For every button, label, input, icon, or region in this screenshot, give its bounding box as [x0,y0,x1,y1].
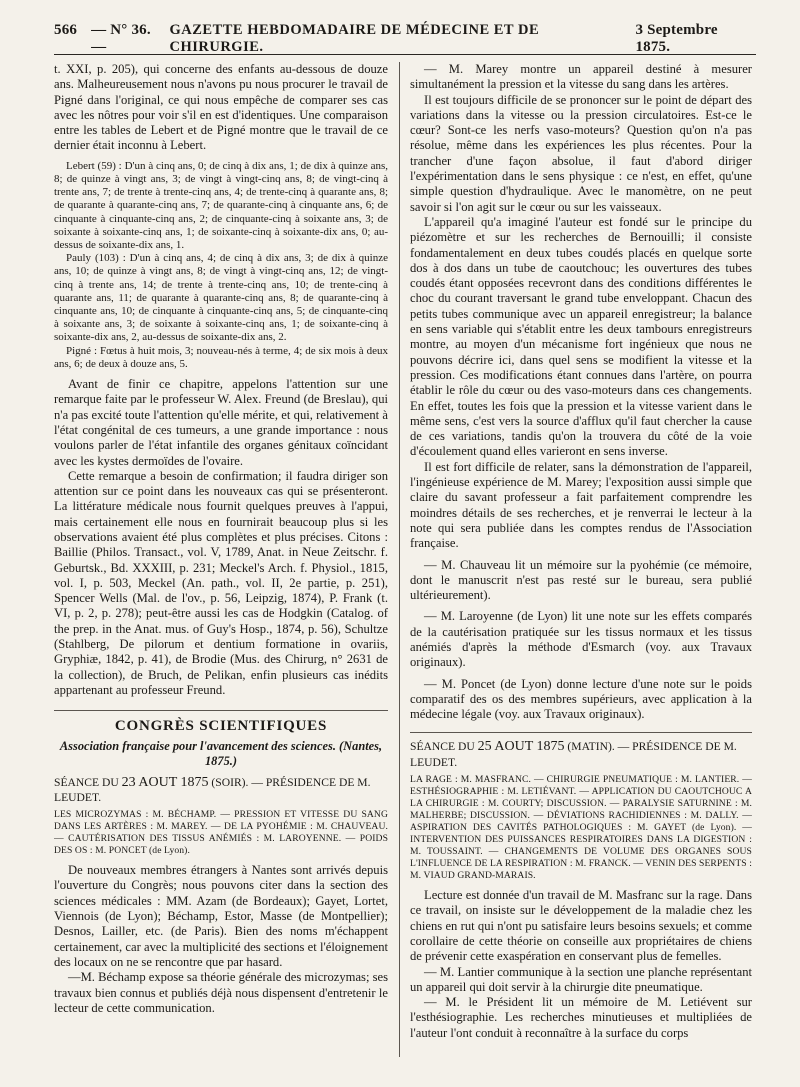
session-date: 23 AOUT 1875 [121,774,209,790]
journal-title: GAZETTE HEBDOMADAIRE DE MÉDECINE ET DE CHIRURGIE. [169,22,540,55]
pauly-table: Pauly (103) : D'un à cinq ans, 4; de cinq à dix ans, 3; de dix à quinze ans, 10; de quinze à vingt ans, 8; de vingt à vingt-cinq ans, 12; de vingt-cinq à trente ans, 14; de trente à trente-cinq ans, 10; de trente-cinq à quarante ans, 11; de quarante à quarante-cinq ans, 8; de quarante-cinq à cinquante ans, 10; de cinquante à cinquante-cinq ans, 5; de cinquante-cinq à soixante ans, 3; de soixante à soixante-cinq ans, 1; de soixante-cinq à soixante-dix ans, 2, au-dessus de soixante-dix ans, 2. [54,252,388,344]
session-summary: LA RAGE : M. MASFRANC. — CHIRURGIE PNEUMATIQUE : M. LANTIER. — ESTHÉSIOGRAPHIE : M. LETIÉVANT. — APPLICATION DU CAOUTCHOUC A LA CHIRURGIE : M. COURTY; DISCUSSION. — PARALYSIE SATURNINE : M. MALHERBE; DISCUSSION. — DÉVIATIONS RACHIDIENNES : M. DALLY. — ASPIRATION DES CAVITÉS PATHOLOGIQUES : M. GAYET (de Lyon). — INTERVENTION DES PUISSANCES RESPIRATOIRES DANS LA DIGESTION : M. TOUSSAINT. — CHANGEMENTS DE VOLUME DES ORGANES SOUS L'INFLUENCE DE LA RESPIRATION : M. FRANCK. — VENIN DES SERPENTS : M. VIAUD GRAND-MARAIS. [410,774,752,882]
session-heading [410,739,752,770]
paragraph: — M. Laroyenne (de Lyon) lit une note sur les effets comparés de la cautérisation pratiquée sur les tissus normaux et les tissus anémiés d'après la méthode d'Esmarch (voy. aux Travaux originaux). [410,609,752,670]
session-presidency: (MATIN). — PRÉSIDENCE DE M. LEUDET. [410,740,737,769]
session-prefix: SÉANCE DU [54,775,119,789]
paragraph: Cette remarque a besoin de confirmation; il faudra diriger son attention sur ce point dans les nouveaux cas qui se présenteront. La littérature médicale nous fournit quelques preuves à l'appui, mais certainement elle nous en fournirait beaucoup plus si les observations avaient été plus complètes et plus précises. Citons : Baillie (Philos. Transact., vol. V, 1789, Anat. in Neue Zeitschr. f. Geburtsk., Bd. XXXIII, p. 231; Meckel's Arch. f. Physiol., 1815, vol. I, p. 503, Meckel (An. path., vol. II, 2e partie, p. 251), Spencer Wells (Mal. de l'ov., p. 56, Leipzig, 1874), P. Frank (t. VI, p. 2, p. 278); peut-être aussi les cas de Hodgkin (Catalog. of the prep. in the Anat. mus. of Guy's Hosp., 1874, p. 56), Schultze (Stahlberg, De pilorum et dentium formatione in ovariis, Gryphiæ, 1842, p. 41), de Brodie (Mus. des Chirurg, n° 2631 de la collection), de Bruch, de Pelikan, enfin plusieurs cas inédits appartenant au professeur Freund. [54,468,388,697]
paragraph: — M. Poncet (de Lyon) donne lecture d'une note sur le poids comparatif des os des membres supérieurs, avec application à la médecine légale (voy. aux Travaux originaux). [410,676,752,722]
session-prefix: SÉANCE DU [410,740,475,754]
lebert-table: Lebert (59) : D'un à cinq ans, 0; de cinq à dix ans, 1; de dix à quinze ans, 8; de quinze à vingt ans, 3; de vingt à vingt-cinq ans, 8; de vingt-cinq à trente ans, 7; de trente à trente-cinq ans, 4; de trente-cinq à quarante ans, 8; de quarante à quarante-cinq ans, 7; de quarante-cinq à cinquante ans, 6; de cinquante à cinquante-cinq ans, 2; de cinquante-cinq à soixante ans, 3; de soixante à soixante-cinq ans, 1; de soixante-cinq à soixante-dix ans, 0; au-dessus de soixante-dix ans, 1. [54,159,388,251]
paragraph: Il est toujours difficile de se prononcer sur le point de départ des variations dans la vitesse ou la pression circulatoires. Est-ce le cœur? Sont-ce les nerfs vaso-moteurs? Question qu'on n'a pas résolue, même dans les expériences les plus récentes. Pour la trancher d'une façon absolue, il faut d'abord diriger l'expérimentation dans le sens physique : ce n'est, en effet, qu'une simple question d'hydraulique. Avec le manomètre, on ne peut savoir si l'on agit sur le cœur ou sur les vaisseaux. [410,92,752,214]
paragraph: — M. Lantier communique à la section une planche représentant un appareil qui doit servir à la chirurgie dite pneumatique. [410,964,752,994]
session-date: 25 AOUT 1875 [477,739,565,755]
pigne-table: Pigné : Fœtus à huit mois, 3; nouveau-nés à terme, 4; de six mois à deux ans, 6; de deux à douze ans, 5. [54,344,388,370]
paragraph: De nouveaux membres étrangers à Nantes sont arrivés depuis l'ouverture du Congrès; nous pouvons citer dans la section des sciences médicales : MM. Azam (de Bordeaux); Gayet, Lortet, Viennois (de Lyon); Béchamp, Estor, Masse (de Montpellier); Desnos, Lailler, etc. (de Paris). Bien des noms m'échappent certainement, car avec la multiplicité des sections et l'éloignement des locaux on ne se rencontre que par hasard. [54,863,388,969]
page-number: 566 [54,22,78,38]
issue-number: — N° 36. — [91,22,151,55]
page-header [54,24,756,55]
paragraph: L'appareil qu'a imaginé l'auteur est fondé sur le principe du piézomètre et sur les recherches de Bernouilli; il consiste fondamentalement en deux tubes coudés placés en quelque sorte dos à dos dans un tube de caoutchouc; les ouvertures des tubes coudés étant opposées recevront dans des conditions différentes le choc du courant traversant le grand tube enveloppant. Chacun des petits tubes communique avec un appareil enregistreur; la balance en sens variable qui s'établit entre les deux tambours enregistreurs montre, au moyen d'un mécanisme fort ingénieux que nous ne pouvons décrire ici, dans quel sens se modifient la vitesse et la pression. Ces modifications étant connues dans l'artère, on pourra établir le rôle du cœur ou des vaso-moteurs dans ces changements. En effet, toutes les fois que la pression et la vitesse varient dans le même sens, c'est vers la source d'afflux qu'il faut chercher la cause de ces variations, tandis qu'on la trouvera du côté de la voie d'écoulement quand elles varieront en sens inverse. [410,214,752,459]
paragraph: — M. Chauveau lit un mémoire sur la pyohémie (ce mémoire, dont le manuscrit n'est pas resté sur le bureau, sera publié ultérieurement). [410,557,752,603]
right-column [410,62,752,1057]
paragraph: —M. Béchamp expose sa théorie générale des microzymas; ses travaux bien connus et publiés déjà nous dispensent d'entretenir le lecteur de cette communication. [54,970,388,1015]
column-divider [399,62,400,1057]
session-presidency: (SOIR). — PRÉSIDENCE DE M. LEUDET. [54,775,371,804]
section-divider [410,732,752,733]
issue-date: 3 Septembre 1875. [635,22,718,55]
paragraph: — M. le Président lit un mémoire de M. Letiévent sur l'esthésiographie. Les recherches minutieuses et multipliées de l'auteur l'ont conduit à reconnaître à la surface du corps [410,995,752,1040]
session-heading [54,775,388,806]
statistics-block [54,160,388,371]
paragraph: t. XXI, p. 205), qui concerne des enfants au-dessous de douze ans. Malheureusement nous n'avons pu nous procurer le travail de Pigné dans l'original, ce qui nous empêche de comparer ses cas avec les nôtres pour voir s'il en est d'identiques. Une comparaison entre les tables de Lebert et de Pigné montre que le travail de ce dernier était inconnu à Lebert. [54,62,388,153]
left-column [54,62,388,1057]
section-title: CONGRÈS SCIENTIFIQUES [54,710,388,734]
session-summary: LES MICROZYMAS : M. BÉCHAMP. — PRESSION ET VITESSE DU SANG DANS LES ARTÈRES : M. MAREY. — DE LA PYOHÉMIE : M. CHAUVEAU. — CAUTÉRISATION DES TISSUS ANÉMIÉS : M. LAROYENNE. — POIDS DES OS : M. PONCET (de Lyon). [54,809,388,857]
paragraph: Avant de finir ce chapitre, appelons l'attention sur une remarque faite par le professeur W. Alex. Freund (de Breslau), qui n'a pas excité toute l'attention qu'elle mérite, et qui, relativement à l'état congénital de ces tumeurs, a une grande importance : nous voulons parler de l'état infantile des organes génitaux coïncidant avec les kystes dermoïdes de l'ovaire. [54,377,388,468]
association-heading: Association française pour l'avancement des sciences. (Nantes, 1875.) [59,738,383,768]
paragraph: — M. Marey montre un appareil destiné à mesurer simultanément la pression et la vitesse du sang dans les artères. [410,62,752,92]
header-left [54,22,170,56]
paragraph: Lecture est donnée d'un travail de M. Masfranc sur la rage. Dans ce travail, on insiste sur le développement de la maladie chez les chiens en rut qui n'ont pu satisfaire leurs besoins sexuels; et comme corollaire de cette théorie on conseille aux propriétaires de chiens de prévenir cette exaspération en conservant plus de femelles. [410,888,752,964]
paragraph: Il est fort difficile de relater, sans la démonstration de l'appareil, l'ingénieuse expérience de M. Marey; l'exposition aussi simple que claire du savant professeur a fait parfaitement comprendre les moindres détails de ses recherches, et je renverrai le lecteur à la note qui sera publiée dans les comptes rendus de l'Association française. [410,459,752,551]
